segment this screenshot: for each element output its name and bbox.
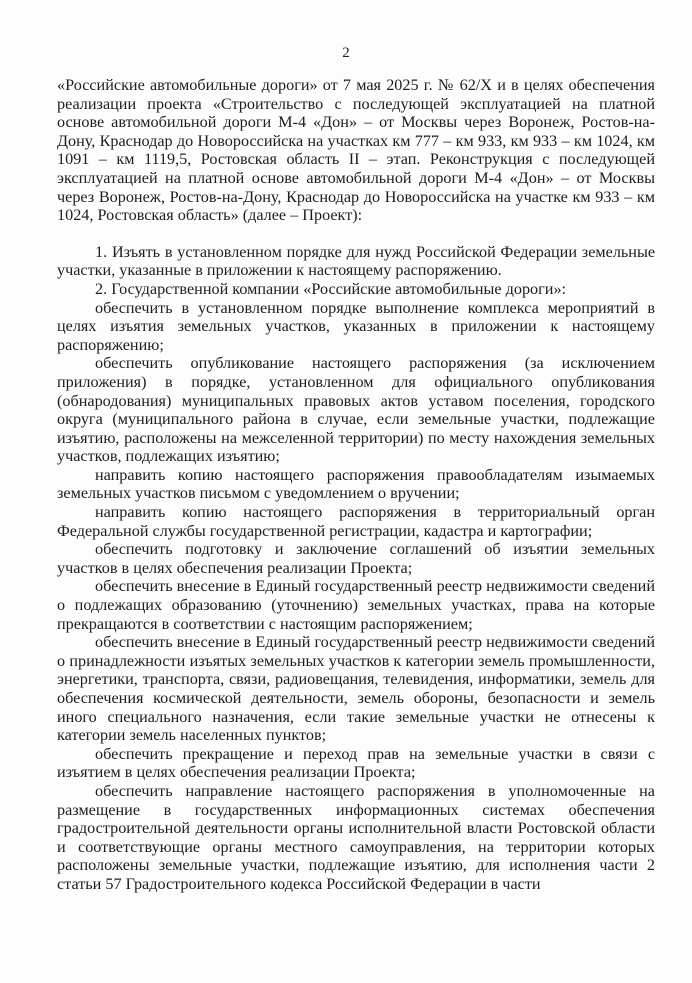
page-number: 2 bbox=[342, 45, 350, 61]
sub-item-paragraph: обеспечить внесение в Единый государственный реестр недвижимости сведений о подлежащих образованию (уточнению) земельных участках, права на которые прекращаются в соответствии с настоящим распоряжением; bbox=[57, 577, 655, 633]
sub-item-paragraph: направить копию настоящего распоряжения в территориальный орган Федеральной службы государственной регистрации, кадастра и картографии; bbox=[57, 503, 655, 540]
document-body bbox=[57, 76, 655, 894]
sub-item-paragraph: обеспечить в установленном порядке выполнение комплекса мероприятий в целях изъятия земельных участков, указанных в приложении к настоящему распоряжению; bbox=[57, 298, 655, 354]
item-2-paragraph: 2. Государственной компании «Российские автомобильные дороги»: bbox=[95, 279, 567, 298]
sub-item-paragraph: обеспечить прекращение и переход прав на земельные участки в связи с изъятием в целях обеспечения реализации Проекта; bbox=[57, 744, 655, 782]
sub-item-paragraph: обеспечить опубликование настоящего распоряжения (за исключением приложения) в порядке, установленном для официального опубликования (обнародования) муниципальных правовых актов уставом поселения, городского округа (муниципального района в случае, если земельные участки, подлежащие изъятию, расположены на межселенной территории) по месту нахождения земельных участков, подлежащих изъятию; bbox=[57, 354, 655, 466]
paragraph-gap bbox=[57, 225, 655, 243]
sub-item-paragraph: направить копию настоящего распоряжения правообладателям изымаемых земельных участков письмом с уведомлением о вручении; bbox=[57, 465, 655, 503]
sub-item-paragraph: обеспечить внесение в Единый государственный реестр недвижимости сведений о принадлежности изъятых земельных участков к категории земель промышленности, энергетики, транспорта, связи, радиовещания, телевидения, информатики, земель для обеспечения космической деятельности, земель обороны, безопасности и земель иного специального назначения, если такие земельные участки не отнесены к категории земель населенных пунктов; bbox=[57, 633, 655, 745]
item-1-paragraph: 1. Изъять в установленном порядке для нужд Российской Федерации земельные участки, указанные в приложении к настоящему распоряжению. bbox=[57, 242, 655, 280]
sub-item-paragraph: обеспечить подготовку и заключение соглашений об изъятии земельных участков в целях обеспечения реализации Проекта; bbox=[57, 540, 655, 577]
sub-item-paragraph: обеспечить направление настоящего распоряжения в уполномоченные на размещение в государственных информационных системах обеспечения градостроительной деятельности органы исполнительной власти Ростовской области и соответствующие органы местного самоуправления, на территории которых расположены земельные участки, подлежащие изъятию, для исполнения части 2 статьи 57 Градостроительного кодекса Российской Федерации в части bbox=[57, 781, 655, 893]
intro-paragraph: «Российские автомобильные дороги» от 7 мая 2025 г. № 62/Х и в целях обеспечения реализации проекта «Строительство с последующей эксплуатацией на платной основе автомобильной дороги М-4 «Дон» – от Москвы через Воронеж, Ростов-на-Дону, Краснодар до Новороссийска на участках км 777 – км 933, км 933 – км 1024, км 1091 – км 1119,5, Ростовская область II – этап. Реконструкция с последующей эксплуатацией на платной основе автомобильной дороги М-4 «Дон» – от Москвы через Воронеж, Ростов-на-Дону, Краснодар до Новороссийска на участке км 933 – км 1024, Ростовская область» (далее – Проект): bbox=[57, 76, 655, 225]
